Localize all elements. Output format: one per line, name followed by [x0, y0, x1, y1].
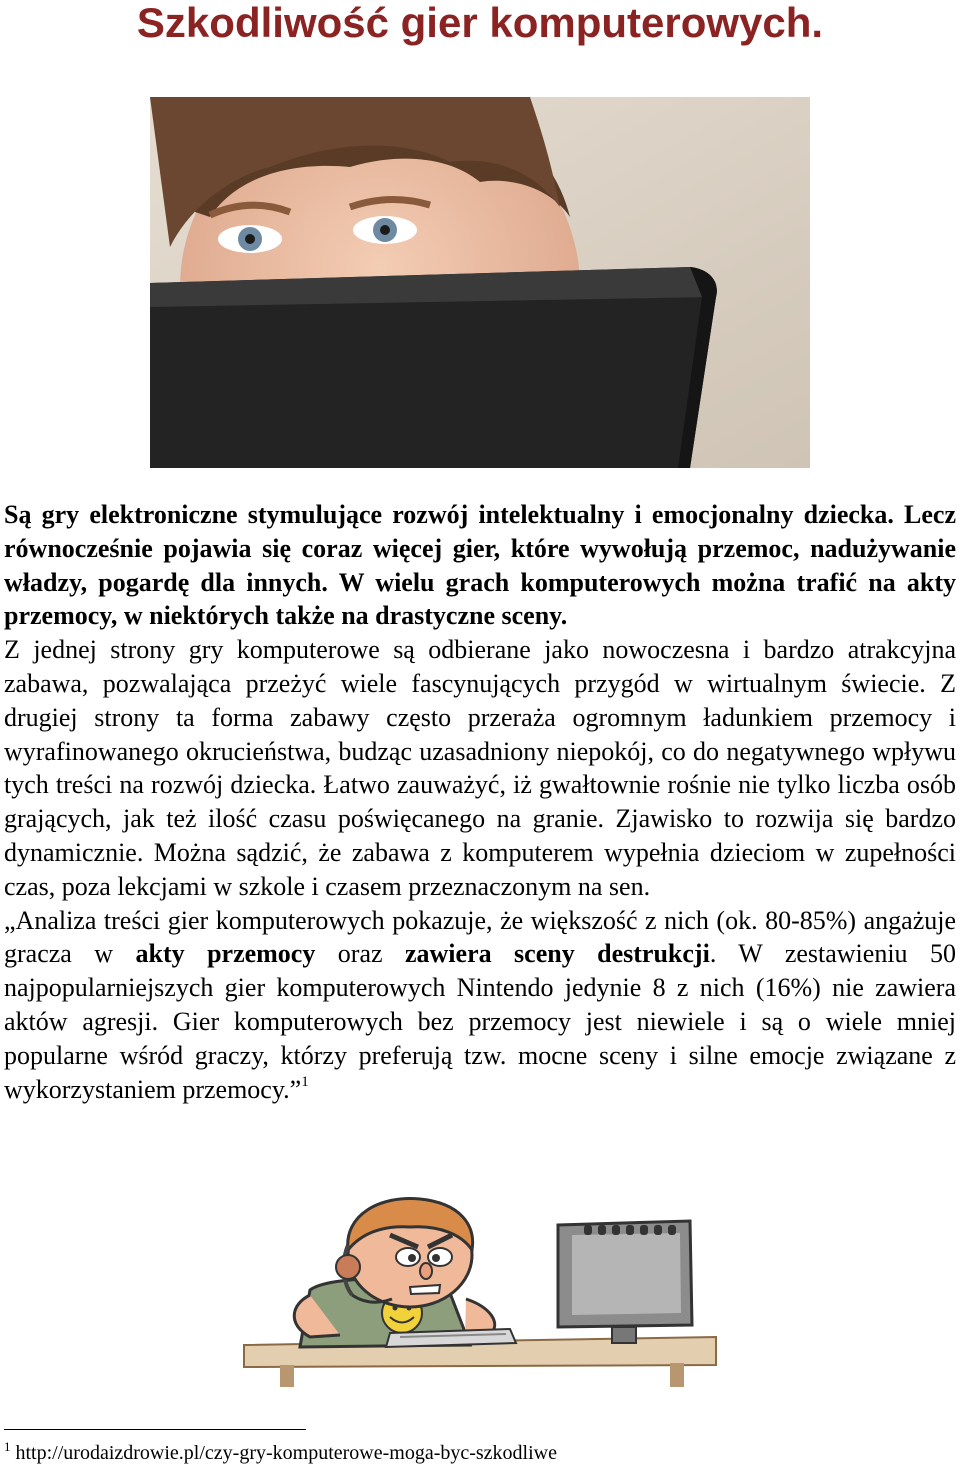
quote-text-2: oraz [315, 939, 405, 969]
quote-text-1: „Analiza treści gier komputerowych pokazuje, że większość z nich (ok. 80-85%) angażuje gracza w [4, 905, 956, 969]
footnote-reference[interactable]: 1 [301, 1073, 309, 1090]
quote-text-3: . W zestawieniu 50 najpopularniejszych gier komputerowych Nintendo jedynie 8 z nich (16%) nie zawiera aktów agresji. Gier komputerowych bez przemocy jest niewiele i są o wiele mniej popularne wśród graczy, którzy preferują tzw. mocne sceny i silne emocje związane z wykorzystaniem przemocy.” [4, 939, 956, 1104]
footnote-divider [4, 1429, 306, 1430]
quote-bold-destruction: zawiera sceny destrukcji [404, 939, 710, 969]
body-paragraph: Z jednej strony gry komputerowe są odbierane jako nowoczesna i bardzo atrakcyjna zabawa, pozwalająca przeżyć wiele fascynujących przygód w wirtualnym świecie. Z drugiej strony ta forma zabawy często przeraża ogromnym ładunkiem przemocy i wyrafinowanego okrucieństwa, budząc uzasadniony niepokój, co do negatywnego wpływu tych treści na rozwój dziecka. Łatwo zauważyć, iż gwałtownie rośnie nie tylko liczba osób grających, jak też ilość czasu poświęcanego na granie. Zjawisko to rozwija się bardzo dynamicznie. Można sądzić, że zabawa z komputerem wypełnia dzieciom w zupełności czas, poza lekcjami w szkole i czasem przeznaczonym na sen. [4, 635, 956, 901]
page-title: Szkodliwość gier komputerowych. [136, 0, 824, 46]
footnote-url[interactable]: http://urodaizdrowie.pl/czy-gry-komputerowe-moga-byc-szkodliwe [15, 1442, 557, 1464]
quote-paragraph [4, 904, 956, 1107]
angry-gamer-cartoon [240, 1195, 720, 1390]
footnote [4, 1440, 557, 1466]
quote-bold-violence: akty przemocy [135, 939, 316, 969]
intro-paragraph: Są gry elektroniczne stymulujące rozwój intelektualny i emocjonalny dziecka. Lecz równocześnie pojawia się coraz więcej gier, które wywołują przemoc, nadużywanie władzy, pogardę dla innych. W wielu grach komputerowych można trafić na akty przemocy, w niektórych także na drastyczne sceny. [4, 500, 956, 631]
boy-behind-laptop-photo [150, 97, 810, 468]
article-body [4, 498, 956, 1106]
footnote-number: 1 [4, 1439, 11, 1454]
